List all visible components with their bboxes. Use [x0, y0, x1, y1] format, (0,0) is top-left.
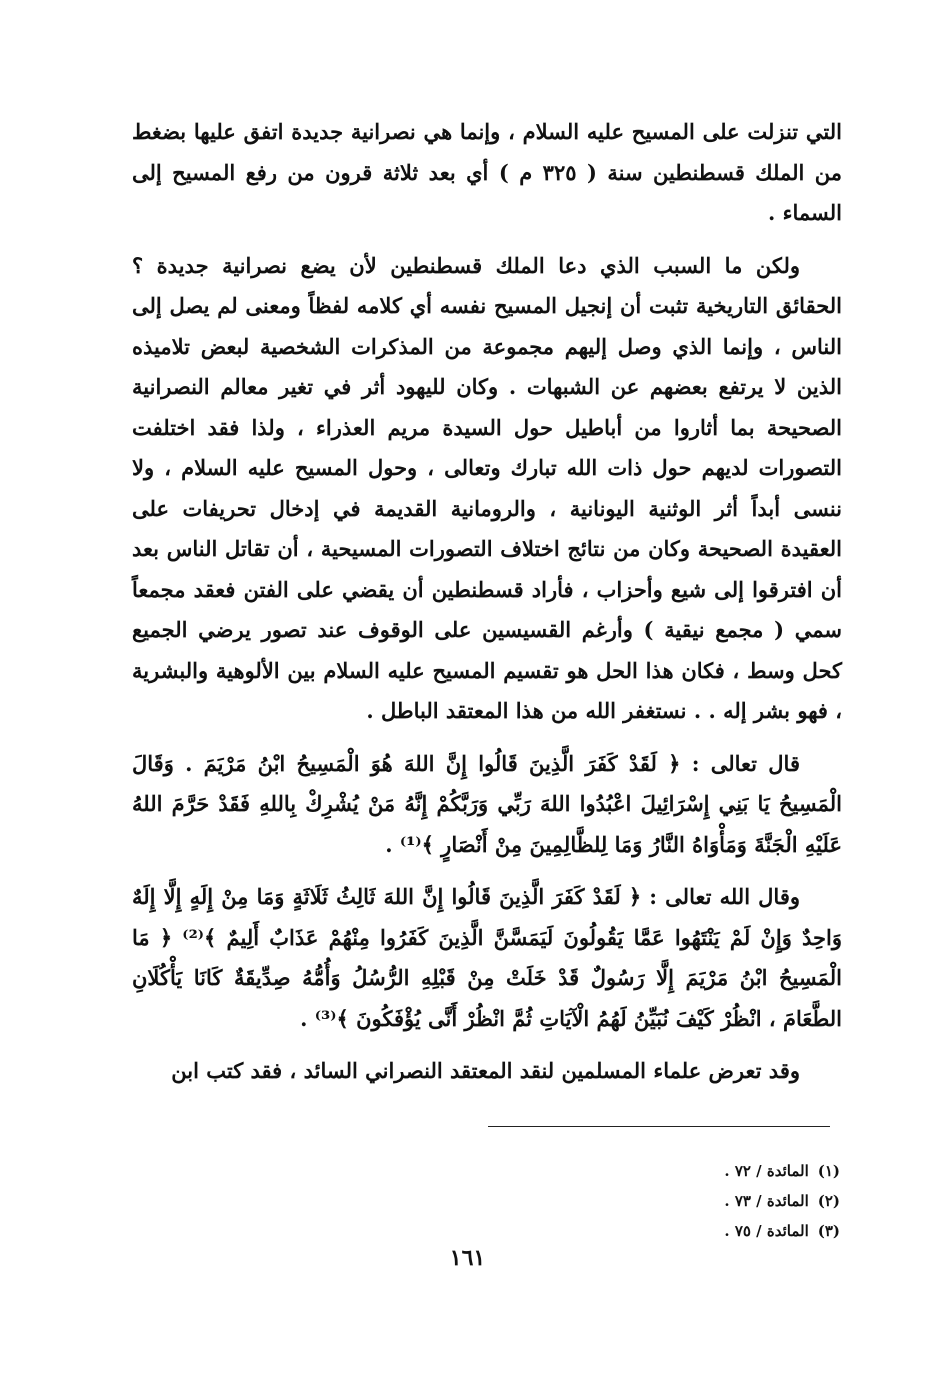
footnote-1: [500, 1156, 840, 1186]
paragraph-quran-verses-73-75: وقال الله تعالى : ﴿ لَقَدْ كَفَرَ الَّذِينَ قَالُوا إِنَّ اللهَ ثَالِثُ ثَلَاثَةٍ وَمَا مِنْ إِلَهٍ إِلَّا إِلَهٌ وَاحِدٌ وَإِنْ لَمْ يَنْتَهُوا عَمَّا يَقُولُونَ لَيَمَسَّنَّ الَّذِينَ كَفَرُوا مِنْهُمْ عَذَابٌ أَلِيمٌ ﴾⁽²⁾ ﴿ مَا الْمَسِيحُ ابْنُ مَرْيَمَ إِلَّا رَسُولٌ قَدْ خَلَتْ مِنْ قَبْلِهِ الرُّسُلُ وَأُمُّهُ صِدِّيقَةٌ كَانَا يَأْكُلَانِ الطَّعَامَ ، انْظُرْ كَيْفَ نُبَيِّنُ لَهُمُ الْآيَاتِ ثُمَّ انْظُرْ أَنَّى يُؤْفَكُونَ ﴾⁽³⁾ .: [132, 884, 842, 1031]
paragraph-nicaea: ولكن ما السبب الذي دعا الملك قسطنطين لأن يضع نصرانية جديدة ؟ الحقائق التاريخية تثبت أن إنجيل المسيح نفسه أي كلامه لفظاً ومعنى لم يصل إلى الناس ، وإنما الذي وصل إليهم مجموعة من المذكرات الشخصية لبعض تلاميذه الذين لا يرتفع بعضهم عن الشبهات . وكان لليهود أثر في تغير معالم النصرانية الصحيحة بما أثاروا من أباطيل حول السيدة مريم العذراء ، ولذا فقد اختلفت التصورات لديهم حول ذات الله تبارك وتعالى ، وحول المسيح عليه السلام ، ولا ننسى أبداً أثر الوثنية اليونانية ، والرومانية القديمة في إدخال تحريفات على العقيدة الصحيحة وكان من نتائج اختلاف التصورات المسيحية ، أن تقاتل الناس بعد أن افترقوا إلى شيع وأحزاب ، فأراد قسطنطين أن يقضي على الفتن فعقد مجمعاً سمي ( مجمع نيقية ) وأرغم القسيسين على الوقوف عند تصور يرضي الجميع كحل وسط ، فكان هذا الحل هو تقسيم المسيح عليه السلام بين الألوهية والبشرية ، فهو بشر إله . . نستغفر الله من هذا المعتقد الباطل .: [132, 252, 842, 723]
footnotes: [500, 1156, 840, 1246]
footnote-number: (١): [817, 1162, 840, 1180]
paragraph-scholars: وقد تعرض علماء المسلمين لنقد المعتقد النصراني السائد ، فقد كتب ابن: [171, 1058, 800, 1083]
page-number: ١٦١: [449, 1245, 486, 1271]
main-text: [132, 112, 842, 1104]
footnote-3: [500, 1216, 840, 1246]
paragraph-continuation: التي تنزلت على المسيح عليه السلام ، وإنما هي نصرانية جديدة اتفق عليها بضغط من الملك قسطنطين سنة ( ٣٢٥ م ) أي بعد ثلاثة قرون من رفع المسيح إلى السماء .: [132, 119, 843, 225]
footnote-2: [500, 1186, 840, 1216]
footnote-text: المائدة / ٧٣ .: [724, 1192, 809, 1210]
footnote-number: (٣): [817, 1222, 840, 1240]
footnote-number: (٢): [817, 1192, 840, 1210]
footnote-separator: [488, 1126, 830, 1127]
footnote-text: المائدة / ٧٢ .: [724, 1162, 809, 1180]
footnote-text: المائدة / ٧٥ .: [724, 1222, 809, 1240]
paragraph-quran-verse-72: قال تعالى : ﴿ لَقَدْ كَفَرَ الَّذِينَ قَالُوا إِنَّ اللهَ هُوَ الْمَسِيحُ ابْنُ مَرْيَمَ . وَقَالَ الْمَسِيحُ يَا بَنِي إِسْرَائِيلَ اعْبُدُوا اللهَ رَبِّي وَرَبَّكُمْ إِنَّهُ مَنْ يُشْرِكْ بِاللهِ فَقَدْ حَرَّمَ اللهُ عَلَيْهِ الْجَنَّةَ وَمَأْوَاهُ النَّارُ وَمَا لِلظَّالِمِينَ مِنْ أَنْصَارٍ ﴾⁽¹⁾ .: [132, 750, 842, 857]
